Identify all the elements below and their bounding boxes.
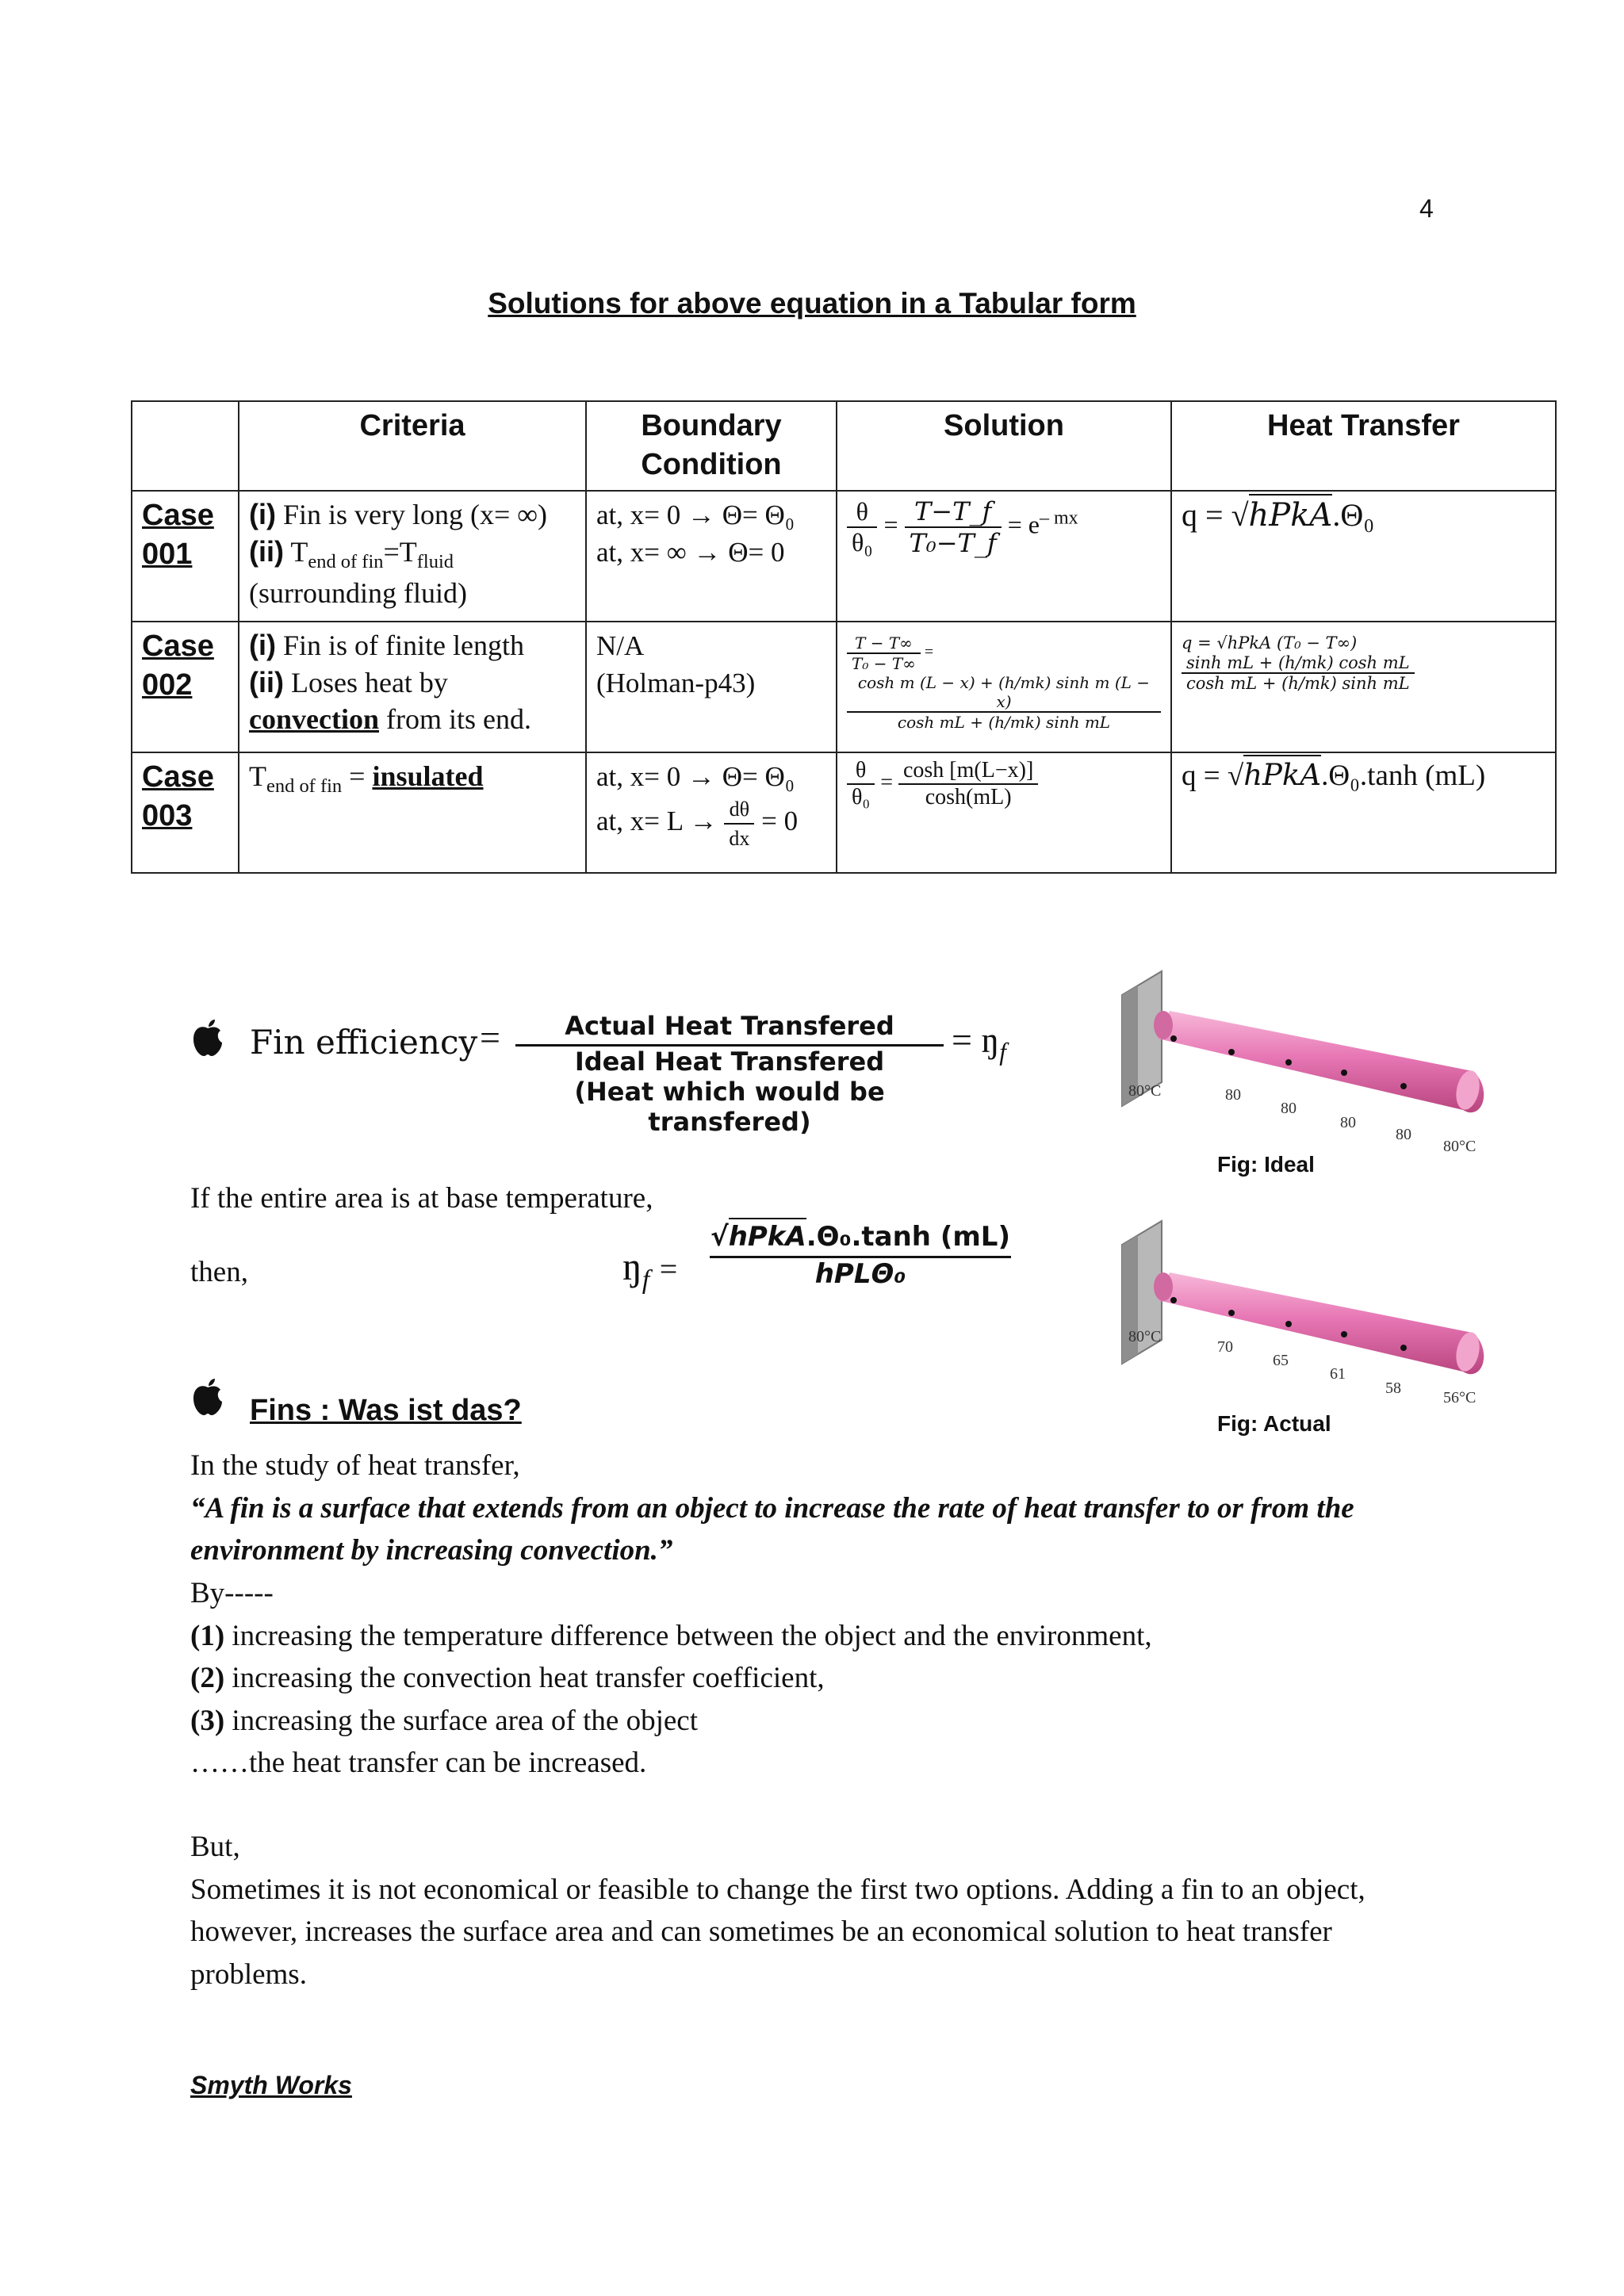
fig-label: 80 xyxy=(1225,1086,1241,1104)
fig-label: 80 xyxy=(1340,1114,1356,1131)
list-item: (2) increasing the convection heat transfer coefficient, xyxy=(190,1662,825,1695)
fins-body xyxy=(190,1445,1427,1996)
fins-intro: In the study of heat transfer, xyxy=(190,1449,520,1482)
criteria-cell: (i) Fin is of finite length (ii) Loses heat by convection from its end. xyxy=(239,622,586,752)
boundary-condition-cell: at, x= 0 → Θ= Θ₀ at, x= L → $\frac{d\theta}{dx}$ = 0 xyxy=(586,752,837,873)
fin-actual-illustration xyxy=(1114,1213,1495,1427)
closing-paragraph: Sometimes it is not economical or feasible to change the first two options. Adding a fin to an object, however, increases the surface area and can sometimes be an economical solution to heat transfer problems. xyxy=(190,1873,1365,1992)
fin-efficiency-label: Fin efficiency xyxy=(250,1023,478,1062)
solution-cell: $\frac{\theta}{\text{θ₀}}$ = $\frac{T-T\_f}{\text{T₀−T\_f}}$ = $e^{- mx}$ xyxy=(837,491,1171,622)
page-title: Solutions for above equation in a Tabular form xyxy=(488,287,1136,320)
fig-label: 80 xyxy=(1281,1100,1297,1117)
fig-label: 56°C xyxy=(1443,1389,1477,1406)
efficiency-eta: = $ŋ_f$ xyxy=(952,1020,1006,1066)
fig-label: 80°C xyxy=(1128,1082,1162,1100)
criteria-cell: $T_{end of fin}$ = insulated xyxy=(239,752,586,873)
by-text: By----- xyxy=(190,1576,274,1609)
fig-actual xyxy=(1114,1213,1495,1443)
fig-label: 80°C xyxy=(1443,1138,1477,1155)
heat-transfer-cell: q = √hPkA (T₀ − T∞) $\frac{\text{sinh mL + (h/mk) cosh mL}}{\text{cosh mL + (h/mk) sinh mL}}$ xyxy=(1171,622,1556,752)
fraction: $\frac{\theta}{\text{θ₀}}$ xyxy=(847,758,875,810)
fin-ideal-illustration xyxy=(1114,963,1495,1177)
boundary-condition-cell: N/A (Holman-p43) xyxy=(586,622,837,752)
result-text: ……the heat transfer can be increased. xyxy=(190,1747,647,1780)
case-label: Case 003 xyxy=(132,752,239,873)
fig-actual-caption: Fig: Actual xyxy=(1217,1411,1331,1436)
table-header: Criteria xyxy=(239,401,586,491)
but-text: But, xyxy=(190,1831,240,1864)
fraction: $\frac{T-T\_f}{\text{T₀−T\_f}}$ xyxy=(905,496,1002,558)
table-row xyxy=(132,752,1556,873)
equals-sign: = xyxy=(480,1017,500,1058)
footer-signature: Smyth Works xyxy=(190,2071,352,2099)
fig-label: 70 xyxy=(1217,1338,1233,1356)
fig-label: 65 xyxy=(1273,1352,1289,1369)
case-label: Case 001 xyxy=(132,491,239,622)
fig-label: 80 xyxy=(1396,1126,1411,1143)
solution-cell: $\frac{\theta}{\text{θ₀}}$ = $\frac{\cosh [m(L-x)]}{\cosh(mL)}$ xyxy=(837,752,1171,873)
fig-label: 61 xyxy=(1330,1365,1346,1383)
fraction: $\frac{T - T\infty}{\text{T₀ − T∞}}$ xyxy=(847,633,921,673)
solution-cell: $\frac{T - T\infty}{\text{T₀ − T∞}}$ = $\frac{\text{cosh m (L − x) + (h/mk) sinh m (L − x)}}{\text{cosh mL + (h/mk) sinh mL}}$ xyxy=(837,622,1171,752)
efficiency-fraction: Actual Heat Transfered Ideal Heat Transfered (Heat which would be transfered) xyxy=(515,1011,944,1137)
apple-bullet-icon xyxy=(190,1378,225,1416)
fraction: $\frac{\theta}{\text{θ₀}}$ xyxy=(847,497,877,557)
boundary-condition-cell: at, x= 0 → Θ= Θ₀ at, x= ∞ → Θ= 0 xyxy=(586,491,837,622)
fraction: $\frac{\text{sinh mL + (h/mk) cosh mL}}{\text{cosh mL + (h/mk) sinh mL}}$ xyxy=(1182,653,1415,693)
table-header-empty xyxy=(132,401,239,491)
table-header: Solution xyxy=(837,401,1171,491)
list-item: (1) increasing the temperature difference between the object and the environment, xyxy=(190,1619,1152,1652)
fig-label: 80°C xyxy=(1128,1328,1162,1345)
eta-symbol: $ŋ_f$ = xyxy=(622,1244,678,1295)
table-row xyxy=(132,622,1556,752)
criteria-cell: (i) Fin is very long (x= ∞) (ii) $T_{end of fin}=T_{fluid}$ (surrounding fluid) xyxy=(239,491,586,622)
fig-ideal-caption: Fig: Ideal xyxy=(1217,1152,1315,1177)
fig-label: 58 xyxy=(1385,1380,1401,1397)
heat-transfer-cell: q = √hPkA.Θ₀ xyxy=(1171,491,1556,622)
fraction: $\frac{\cosh [m(L-x)]}{\cosh(mL)}$ xyxy=(898,758,1038,810)
then-text: then, xyxy=(190,1256,248,1288)
fraction: $\frac{d\theta}{dx}$ xyxy=(724,795,754,852)
case-label: Case 002 xyxy=(132,622,239,752)
apple-bullet-icon xyxy=(190,1019,225,1057)
table-row xyxy=(132,491,1556,622)
fig-ideal xyxy=(1114,963,1495,1177)
heat-transfer-cell: q = √hPkA.Θ₀.tanh (mL) xyxy=(1171,752,1556,873)
list-item: (3) increasing the surface area of the object xyxy=(190,1704,698,1737)
table-header: Heat Transfer xyxy=(1171,401,1556,491)
page-number: 4 xyxy=(1419,194,1434,223)
efficiency-formula: √hPkA.Θ₀.tanh (mL) hPLΘ₀ xyxy=(710,1221,1011,1290)
table-header-row xyxy=(132,401,1556,491)
fraction: $\frac{\text{cosh m (L − x) + (h/mk) sinh m (L − x)}}{\text{cosh mL + (h/mk) sinh mL}}$ xyxy=(847,673,1161,732)
solutions-table xyxy=(131,400,1557,874)
fin-definition-quote: “A fin is a surface that extends from an object to increase the rate of heat transfer to or from the environment by increasing convection.” xyxy=(190,1491,1354,1567)
fins-heading: Fins : Was ist das? xyxy=(250,1394,522,1427)
if-text: If the entire area is at base temperature, xyxy=(190,1182,653,1215)
table-header: Boundary Condition xyxy=(586,401,837,491)
